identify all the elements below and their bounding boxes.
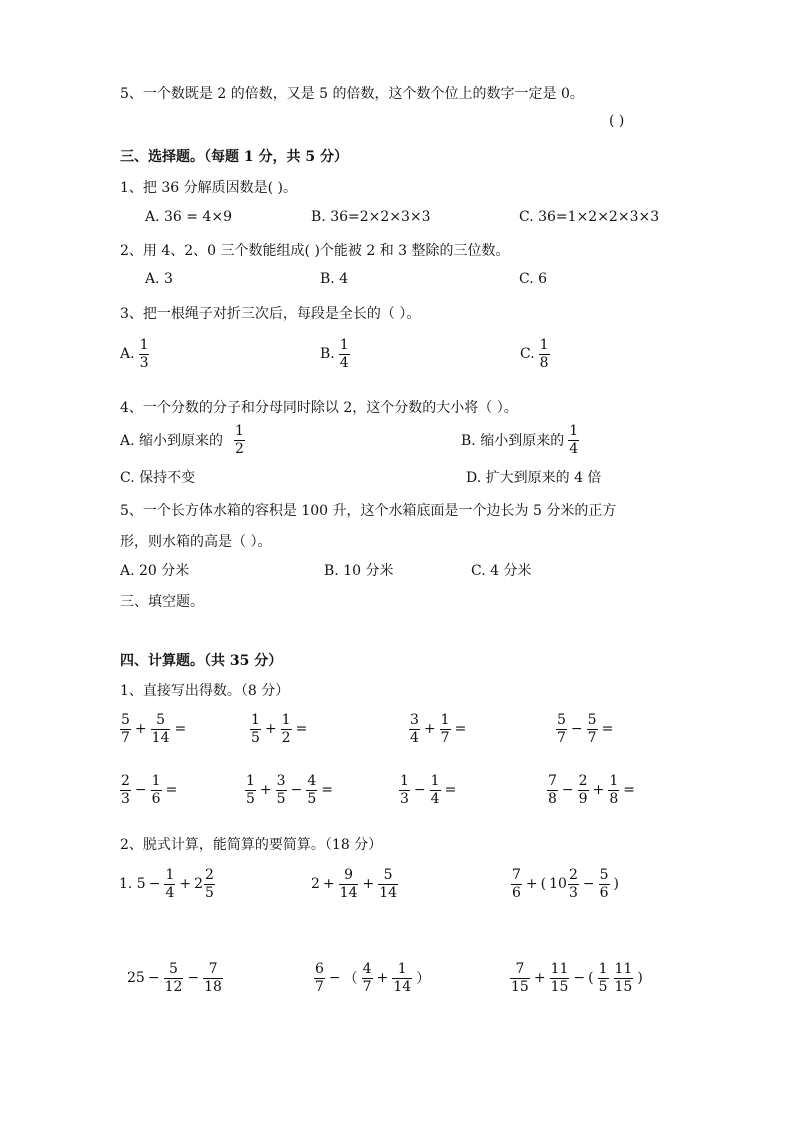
choice-q3-option-c: C. $\frac{1}{8}$ [520, 337, 549, 371]
choice-q3: 3、把一根绳子对折三次后，每段是全长的（ ）。 [120, 306, 421, 322]
step-expr-2: 2 + $\frac{9}{14}$ + $\frac{5}{14}$ [311, 867, 398, 901]
choice-q1-option-b: B. 36=2×2×3×3 [311, 209, 431, 225]
fraction: $\frac{1}{8}$ [539, 337, 549, 371]
fraction: $\frac{1}{14}$ [393, 961, 412, 995]
fraction: $\frac{3}{5}$ [276, 773, 286, 807]
fraction: $\frac{2}{3}$ [121, 773, 130, 807]
fraction: $\frac{2}{9}$ [578, 773, 588, 807]
fraction: $\frac{5}{7}$ [121, 712, 130, 746]
direct-expr-2: $\frac{1}{5}$ + $\frac{1}{2}$ = [251, 712, 308, 746]
fraction: $\frac{7}{6}$ [512, 867, 521, 901]
step-expr-4: 25 − $\frac{5}{12}$ − $\frac{7}{18}$ [127, 961, 222, 995]
fraction: $\frac{11}{15}$ [550, 961, 569, 995]
direct-expr-6: $\frac{1}{5}$ + $\frac{3}{5}$ − $\frac{4}{5}$ = [246, 773, 333, 807]
choice-q1: 1、把 36 分解质因数是( )。 [120, 180, 297, 196]
fraction: $\frac{1}{8}$ [609, 773, 619, 807]
fraction: $\frac{5}{14}$ [379, 867, 398, 901]
fraction: $\frac{5}{6}$ [599, 867, 609, 901]
calc-q1: 1、直接写出得数。（8 分） [120, 683, 290, 699]
choice-q4-option-c: C. 保持不变 [120, 470, 196, 486]
fraction: $\frac{4}{7}$ [362, 961, 372, 995]
fraction: $\frac{1}{5}$ [246, 773, 255, 807]
choice-q5-option-b: B. 10 分米 [324, 563, 394, 579]
direct-expr-5: $\frac{2}{3}$ − $\frac{1}{6}$ = [121, 773, 178, 807]
fraction: $\frac{7}{18}$ [204, 961, 222, 995]
fraction: $\frac{1}{2}$ [235, 423, 244, 457]
fraction: $\frac{1}{4}$ [339, 337, 349, 371]
direct-expr-8: $\frac{7}{8}$ − $\frac{2}{9}$ + $\frac{1}{8}$ = [548, 773, 635, 807]
choice-q5-option-c: C. 4 分米 [471, 563, 532, 579]
choice-q5-line2: 形，则水箱的高是（ ）。 [120, 534, 272, 550]
judge-item-5: 5、一个数既是 2 的倍数，又是 5 的倍数，这个数个位上的数字一定是 0。 [120, 86, 584, 102]
calc-q2: 2、脱式计算，能简算的要简算。（18 分） [120, 837, 383, 853]
step-expr-3: $\frac{7}{6}$ + ( 10 $\frac{2}{3}$ − $\frac{5}{6}$ ) [512, 867, 619, 901]
mixed-number: 10 $\frac{2}{3}$ [549, 867, 578, 901]
choice-q3-option-a: A. $\frac{1}{3}$ [120, 337, 149, 371]
fraction: $\frac{5}{12}$ [164, 961, 183, 995]
mixed-number: 2 $\frac{2}{5}$ [194, 867, 214, 901]
step-expr-5: $\frac{6}{7}$ − （ $\frac{4}{7}$ + $\frac{1}{14}$ ） [315, 961, 431, 995]
choice-q1-option-a: A. 36 = 4×9 [145, 209, 233, 225]
fraction: $\frac{7}{15}$ [511, 961, 529, 995]
choice-q4-option-b: B. 缩小到原来的 $\frac{1}{4}$ [461, 423, 579, 457]
direct-expr-3: $\frac{3}{4}$ + $\frac{1}{7}$ = [410, 712, 467, 746]
choice-q2: 2、用 4、2、0 三个数能组成( )个能被 2 和 3 整除的三位数。 [120, 243, 510, 259]
choice-q5-option-a: A. 20 分米 [120, 563, 190, 579]
fraction: $\frac{9}{14}$ [339, 867, 358, 901]
fraction: $\frac{7}{8}$ [548, 773, 557, 807]
section-title-calc: 四、计算题。（共 35 分） [120, 653, 283, 669]
fraction: $\frac{5}{14}$ [151, 712, 170, 746]
answer-paren: ( ) [609, 113, 625, 129]
choice-q4-option-d: D. 扩大到原来的 4 倍 [466, 470, 602, 486]
choice-q4-option-a: A. 缩小到原来的 $\frac{1}{2}$ [120, 423, 244, 457]
choice-q2-option-a: A. 3 [145, 271, 173, 287]
fraction: $\frac{1}{6}$ [151, 773, 161, 807]
step-expr-6: $\frac{7}{15}$ + $\frac{11}{15}$ − ( $\frac{1}{5}$ $\frac{11}{15}$ ) [511, 961, 643, 995]
fraction: $\frac{11}{15}$ [614, 961, 633, 995]
fraction: $\frac{1}{4}$ [165, 867, 175, 901]
choice-q5-line1: 5、一个长方体水箱的容积是 100 升，这个水箱底面是一个边长为 5 分米的正方 [120, 503, 617, 519]
fraction: $\frac{3}{4}$ [410, 712, 419, 746]
choice-q2-option-b: B. 4 [320, 271, 349, 287]
section-title-choice: 三、选择题。（每题 1 分，共 5 分） [120, 149, 348, 165]
choice-q1-option-c: C. 36=1×2×2×3×3 [519, 209, 660, 225]
choice-q3-option-b: B. $\frac{1}{4}$ [320, 337, 349, 371]
fraction: $\frac{4}{5}$ [307, 773, 317, 807]
fraction: $\frac{6}{7}$ [315, 961, 324, 995]
direct-expr-1: $\frac{5}{7}$ + $\frac{5}{14}$ = [121, 712, 187, 746]
direct-expr-4: $\frac{5}{7}$ − $\frac{5}{7}$ = [557, 712, 614, 746]
fraction: $\frac{1}{4}$ [430, 773, 440, 807]
fraction: $\frac{1}{3}$ [139, 337, 149, 371]
direct-expr-7: $\frac{1}{3}$ − $\frac{1}{4}$ = [400, 773, 457, 807]
step-expr-1: 1. 5 − $\frac{1}{4}$ + 2 $\frac{2}{5}$ [119, 867, 214, 901]
section-title-fill: 三、填空题。 [120, 594, 204, 610]
choice-q4: 4、一个分数的分子和分母同时除以 2，这个分数的大小将（ ）。 [120, 400, 518, 416]
fraction: $\frac{5}{7}$ [557, 712, 566, 746]
fraction: $\frac{1}{4}$ [569, 423, 579, 457]
fraction: $\frac{1}{2}$ [281, 712, 291, 746]
fraction: $\frac{1}{5}$ [598, 961, 608, 995]
choice-q2-option-c: C. 6 [519, 271, 548, 287]
fraction: $\frac{5}{7}$ [587, 712, 597, 746]
fraction: $\frac{1}{5}$ [251, 712, 260, 746]
fraction: $\frac{1}{3}$ [400, 773, 409, 807]
fraction: $\frac{1}{7}$ [440, 712, 450, 746]
